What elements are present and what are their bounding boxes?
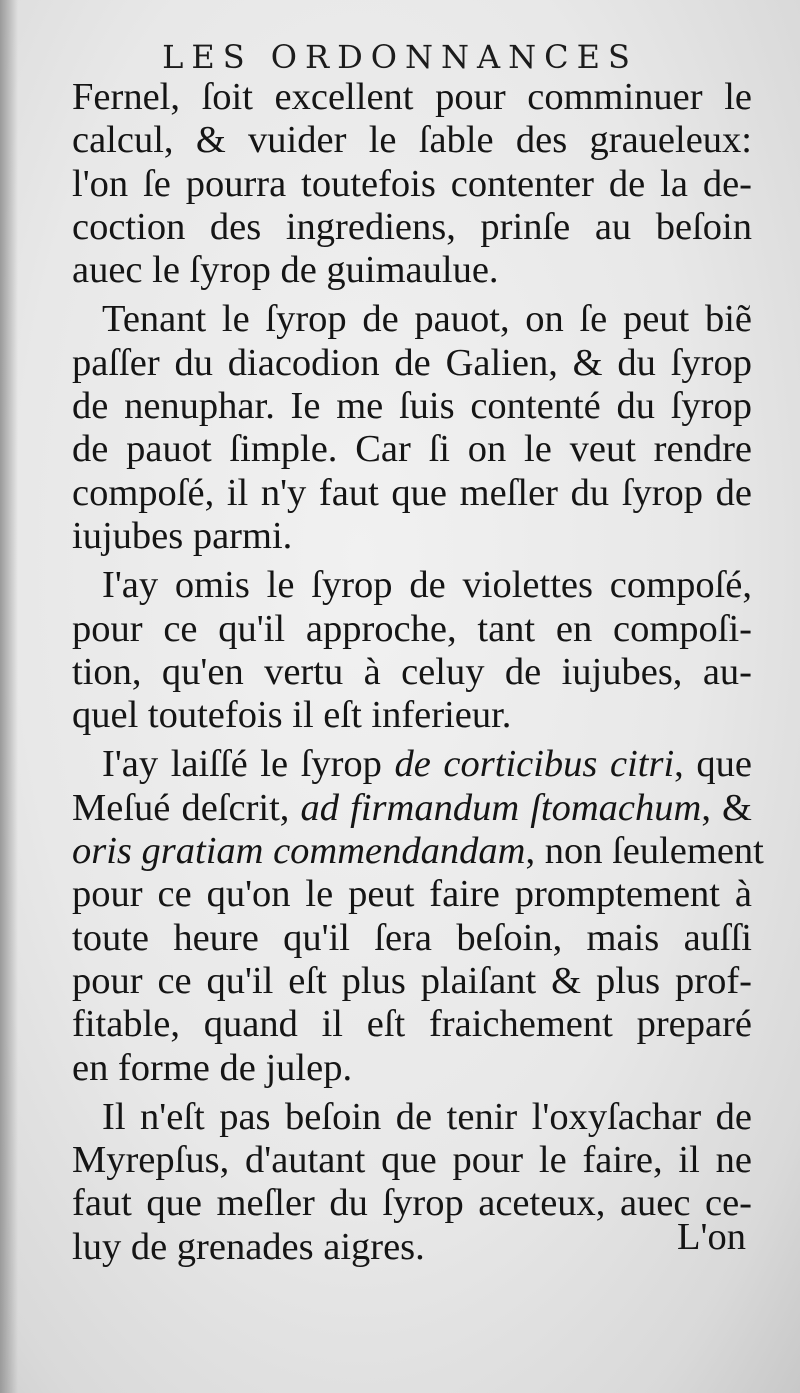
text-line: I'ay omis le ſyrop de violettes compoſé,	[102, 564, 752, 607]
text-line: Fernel, ſoit excellent pour comminuer le	[72, 76, 752, 118]
text-line: toute heure qu'il ſera beſoin, mais auſſi	[72, 916, 752, 959]
paragraph-2	[72, 298, 752, 558]
running-head: LES ORDONNANCES	[162, 38, 638, 76]
text-line: paſſer du diacodion de Galien, & du ſyrop	[72, 341, 752, 384]
paragraph-3	[72, 564, 752, 737]
text-line: iujubes parmi.	[72, 514, 293, 557]
text-line: pour ce qu'on le peut faire promptement à	[72, 873, 752, 916]
text-line: pour ce qu'il approche, tant en compoſi-	[72, 607, 752, 650]
text-line: Myrepſus, d'autant que pour le faire, il ne	[72, 1139, 752, 1182]
text-line: Meſué deſcrit, ad firmandum ſtomachum, &	[72, 786, 752, 829]
text-line: fitable, quand il eſt fraichement preparé	[72, 1003, 752, 1046]
text-line: en forme de julep.	[72, 1046, 353, 1089]
text-line: auec le ſyrop de guimaulue.	[72, 249, 499, 292]
text-line: coction des ingrediens, prinſe au beſoin	[72, 205, 752, 248]
text-line: I'ay laiſſé le ſyrop de corticibus citri, que	[102, 743, 752, 786]
text-line: l'on ſe pourra toutefois contenter de la de-	[72, 162, 752, 205]
text-line: oris gratiam commendandam, non ſeulement	[72, 830, 764, 873]
text-line: luy de grenades aigres.	[72, 1225, 425, 1268]
text-line: Il n'eſt pas beſoin de tenir l'oxyſachar de	[102, 1095, 752, 1138]
text-line: calcul, & vuider le ſable des graueleux:	[72, 119, 752, 162]
text-line: faut que meſler du ſyrop aceteux, auec ce-	[72, 1182, 752, 1225]
text-line: quel toutefois il eſt inferieur.	[72, 694, 512, 737]
text-line: Tenant le ſyrop de pauot, on ſe peut biẽ	[102, 298, 752, 341]
text-line: de nenuphar. Ie me ſuis contenté du ſyrop	[72, 385, 752, 428]
catchword: L'on	[677, 1216, 746, 1258]
text-line: compoſé, il n'y faut que meſler du ſyrop de	[72, 471, 752, 514]
body-text	[72, 76, 764, 1269]
paragraph-5	[72, 1096, 752, 1269]
text-line: pour ce qu'il eſt plus plaiſant & plus prof-	[72, 959, 752, 1002]
paragraph-4	[72, 743, 764, 1089]
text-line: de pauot ſimple. Car ſi on le veut rendre	[72, 428, 752, 471]
text-line: tion, qu'en vertu à celuy de iujubes, au-	[72, 650, 752, 693]
page-gutter-shadow	[0, 0, 18, 1393]
paragraph-1	[72, 76, 752, 292]
